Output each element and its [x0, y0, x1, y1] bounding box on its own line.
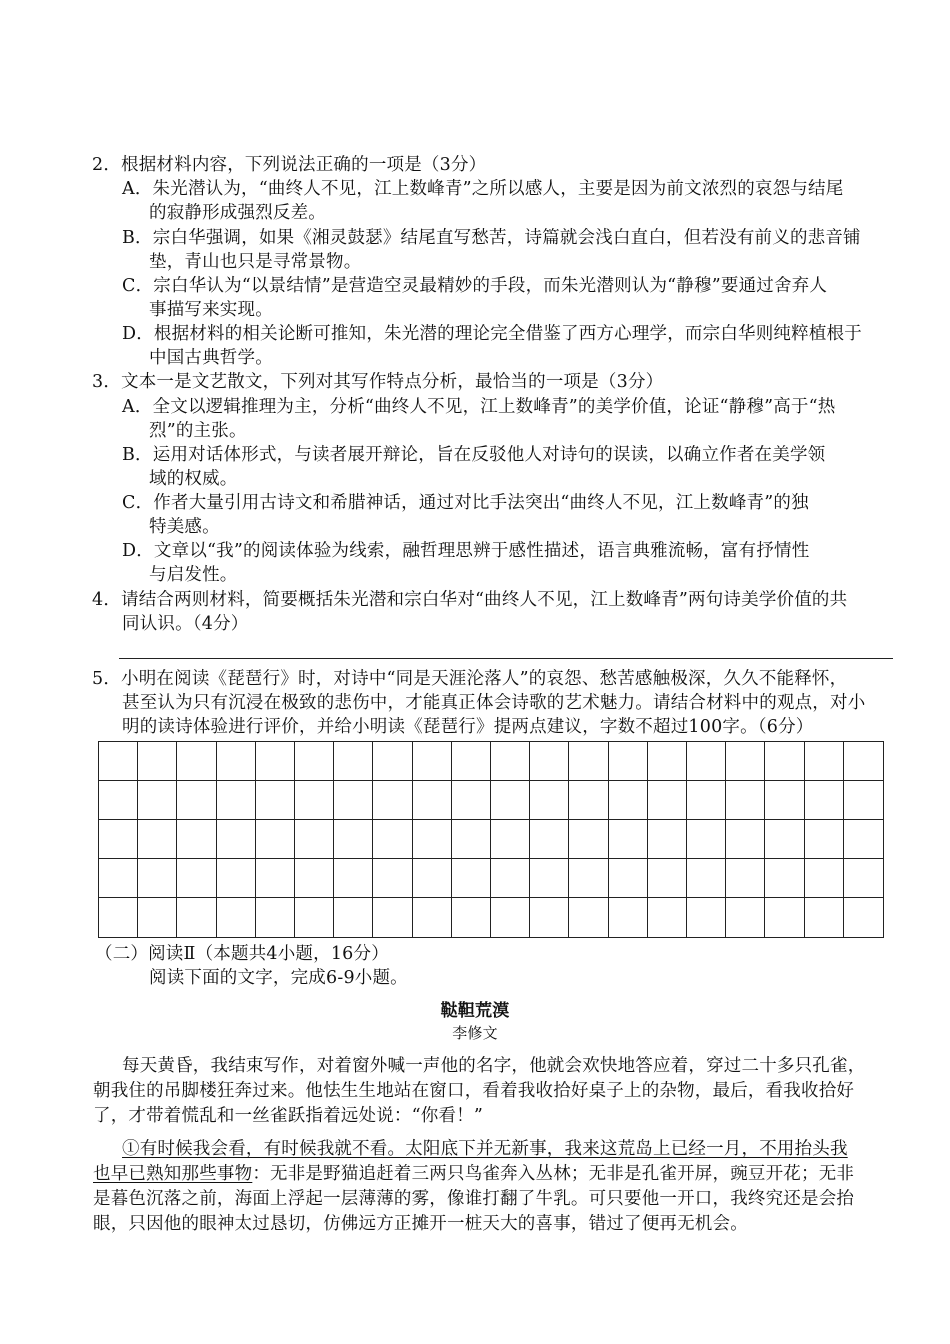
- paragraph-2-underlined: 也早已熟知那些事物: [93, 1164, 253, 1184]
- q2-option-c-cont: 事描写来实现。: [149, 300, 273, 320]
- answer-grid-cell[interactable]: [805, 898, 844, 937]
- answer-grid-cell[interactable]: [373, 742, 412, 781]
- answer-grid-cell[interactable]: [334, 781, 373, 820]
- answer-grid-cell[interactable]: [452, 820, 491, 859]
- answer-grid-cell[interactable]: [217, 898, 256, 937]
- q5-answer-grid[interactable]: [98, 741, 884, 938]
- answer-grid-cell[interactable]: [491, 742, 530, 781]
- answer-grid-cell[interactable]: [138, 859, 177, 898]
- answer-grid-cell[interactable]: [765, 898, 804, 937]
- answer-grid-cell[interactable]: [373, 820, 412, 859]
- q2-stem: 2．根据材料内容，下列说法正确的一项是（3分）: [92, 155, 487, 175]
- answer-grid-cell[interactable]: [530, 898, 569, 937]
- answer-grid-cell[interactable]: [569, 742, 608, 781]
- answer-grid-cell[interactable]: [530, 781, 569, 820]
- article-author: 李修文: [452, 1024, 498, 1042]
- answer-grid-cell[interactable]: [99, 898, 138, 937]
- q2-option-a-cont: 的寂静形成强烈反差。: [149, 203, 326, 223]
- q4-answer-line[interactable]: [119, 658, 893, 659]
- answer-grid-cell[interactable]: [687, 742, 726, 781]
- section-heading: （二）阅读Ⅱ（本题共4小题，16分）: [95, 944, 389, 964]
- q5-stem-cont-1: 甚至认为只有沉浸在极致的悲伤中，才能真正体会诗歌的艺术魅力。请结合材料中的观点，对小: [122, 693, 866, 713]
- answer-grid-cell[interactable]: [295, 742, 334, 781]
- answer-grid-cell[interactable]: [295, 898, 334, 937]
- answer-grid-cell[interactable]: [138, 820, 177, 859]
- article-title: 鞑靼荒漠: [440, 1001, 510, 1021]
- answer-grid-cell[interactable]: [413, 859, 452, 898]
- q3-stem: 3．文本一是文艺散文，下列对其写作特点分析，最恰当的一项是（3分）: [92, 372, 664, 392]
- paragraph-2-line-4: 眼，只因他的眼神太过恳切，仿佛远方正摊开一桩天大的喜事，错过了便再无机会。: [93, 1214, 748, 1234]
- q2-option-b: B．宗白华强调，如果《湘灵鼓瑟》结尾直写愁苦，诗篇就会浅白直白，但若没有前义的悲音铺: [122, 228, 861, 248]
- answer-grid-cell[interactable]: [726, 859, 765, 898]
- answer-grid-cell[interactable]: [452, 781, 491, 820]
- answer-grid-cell[interactable]: [177, 859, 216, 898]
- answer-grid-cell[interactable]: [805, 859, 844, 898]
- q3-option-a-cont: 烈”的主张。: [149, 421, 247, 441]
- answer-grid-cell[interactable]: [687, 859, 726, 898]
- answer-grid-cell[interactable]: [844, 820, 883, 859]
- answer-grid-cell[interactable]: [648, 898, 687, 937]
- answer-grid-cell[interactable]: [334, 742, 373, 781]
- answer-grid-cell[interactable]: [609, 898, 648, 937]
- answer-grid-cell[interactable]: [687, 898, 726, 937]
- answer-grid-cell[interactable]: [569, 781, 608, 820]
- paragraph-2-line-1: ①有时候我会看，有时候我就不看。太阳底下并无新事，我来这荒岛上已经一月，不用抬头我: [122, 1139, 848, 1159]
- answer-grid-cell[interactable]: [413, 898, 452, 937]
- paragraph-2-line-3: 是暮色沉落之前，海面上浮起一层薄薄的雾，像谁打翻了牛乳。可只要他一开口，我终究还是会抬: [93, 1189, 855, 1209]
- answer-grid-cell[interactable]: [217, 820, 256, 859]
- answer-grid-cell[interactable]: [177, 742, 216, 781]
- answer-grid-cell[interactable]: [844, 859, 883, 898]
- answer-grid-cell[interactable]: [177, 820, 216, 859]
- answer-grid-cell[interactable]: [452, 898, 491, 937]
- answer-grid-cell[interactable]: [256, 781, 295, 820]
- q3-option-c-cont: 特美感。: [149, 517, 220, 537]
- answer-grid-cell[interactable]: [256, 898, 295, 937]
- answer-grid-cell[interactable]: [334, 898, 373, 937]
- q2-option-b-cont: 垫，青山也只是寻常景物。: [149, 252, 362, 272]
- paragraph-1-line-3: 了，才带着慌乱和一丝雀跃指着远处说：“你看！”: [93, 1106, 483, 1126]
- answer-grid-cell[interactable]: [805, 742, 844, 781]
- answer-grid-cell[interactable]: [844, 781, 883, 820]
- answer-grid-cell[interactable]: [413, 781, 452, 820]
- answer-grid-cell[interactable]: [491, 781, 530, 820]
- answer-grid-cell[interactable]: [530, 742, 569, 781]
- answer-grid-cell[interactable]: [177, 898, 216, 937]
- answer-grid-cell[interactable]: [373, 898, 412, 937]
- answer-grid-cell[interactable]: [726, 820, 765, 859]
- answer-grid-cell[interactable]: [452, 859, 491, 898]
- q3-option-d: D．文章以“我”的阅读体验为线索，融哲理思辨于感性描述，语言典雅流畅，富有抒情性: [122, 541, 810, 561]
- q4-stem: 4．请结合两则材料，简要概括朱光潜和宗白华对“曲终人不见，江上数峰青”两句诗美学价值的共: [92, 590, 848, 610]
- paragraph-1-line-1: 每天黄昏，我结束写作，对着窗外喊一声他的名字，他就会欢快地答应着，穿过二十多只孔雀，: [122, 1056, 866, 1076]
- answer-grid-cell[interactable]: [609, 820, 648, 859]
- paragraph-2-line-2: [93, 1162, 854, 1186]
- q3-option-c: C．作者大量引用古诗文和希腊神话，通过对比手法突出“曲终人不见，江上数峰青”的独: [122, 493, 809, 513]
- answer-grid-cell[interactable]: [256, 859, 295, 898]
- answer-grid-cell[interactable]: [569, 820, 608, 859]
- paragraph-1-line-2: 朝我住的吊脚楼狂奔过来。他怯生生地站在窗口，看着我收拾好桌子上的杂物，最后，看我收拾好: [93, 1081, 855, 1101]
- answer-grid-cell[interactable]: [530, 820, 569, 859]
- answer-grid-cell[interactable]: [609, 859, 648, 898]
- answer-grid-cell[interactable]: [99, 781, 138, 820]
- answer-grid-cell[interactable]: [609, 742, 648, 781]
- answer-grid-cell[interactable]: [648, 820, 687, 859]
- section-instruction: 阅读下面的文字，完成6-9小题。: [149, 968, 408, 988]
- answer-grid-cell[interactable]: [569, 859, 608, 898]
- answer-grid-cell[interactable]: [138, 898, 177, 937]
- answer-grid-cell[interactable]: [373, 781, 412, 820]
- q2-option-c: C．宗白华认为“以景结情”是营造空灵最精妙的手段，而朱光潜则认为“静穆”要通过舍弃人: [122, 276, 828, 296]
- answer-grid-cell[interactable]: [726, 781, 765, 820]
- answer-grid-cell[interactable]: [648, 742, 687, 781]
- answer-grid-cell[interactable]: [726, 898, 765, 937]
- answer-grid-cell[interactable]: [373, 859, 412, 898]
- answer-grid-cell[interactable]: [256, 742, 295, 781]
- answer-grid-cell[interactable]: [569, 898, 608, 937]
- answer-grid-cell[interactable]: [217, 742, 256, 781]
- answer-grid-cell[interactable]: [844, 898, 883, 937]
- answer-grid-cell[interactable]: [138, 781, 177, 820]
- q4-stem-cont: 同认识。（4分）: [122, 614, 249, 634]
- answer-grid-cell[interactable]: [217, 859, 256, 898]
- answer-grid-cell[interactable]: [765, 820, 804, 859]
- answer-grid-cell[interactable]: [99, 820, 138, 859]
- answer-grid-cell[interactable]: [687, 781, 726, 820]
- answer-grid-cell[interactable]: [844, 742, 883, 781]
- answer-grid-cell[interactable]: [648, 859, 687, 898]
- q3-option-b: B．运用对话体形式，与读者展开辩论，旨在反驳他人对诗句的误读，以确立作者在美学领: [122, 445, 826, 465]
- q2-option-d: D．根据材料的相关论断可推知，朱光潜的理论完全借鉴了西方心理学，而宗白华则纯粹植根于: [122, 324, 862, 344]
- answer-grid-cell[interactable]: [805, 820, 844, 859]
- answer-grid-cell[interactable]: [99, 742, 138, 781]
- paragraph-2-line-2-rest: ：无非是野猫追赶着三两只鸟雀奔入丛林；无非是孔雀开屏，豌豆开花；无非: [252, 1164, 855, 1184]
- answer-grid-cell[interactable]: [334, 859, 373, 898]
- answer-grid-cell[interactable]: [177, 781, 216, 820]
- q5-stem: 5．小明在阅读《琵琶行》时，对诗中“同是天涯沦落人”的哀怨、愁苦感触极深，久久不能释怀，: [92, 669, 848, 689]
- answer-grid-cell[interactable]: [256, 820, 295, 859]
- answer-grid-cell[interactable]: [687, 820, 726, 859]
- answer-grid-cell[interactable]: [452, 742, 491, 781]
- answer-grid-cell[interactable]: [413, 742, 452, 781]
- q5-stem-cont-2: 明的读诗体验进行评价，并给小明读《琵琶行》提两点建议，字数不超过100字。（6分）: [122, 717, 814, 737]
- answer-grid-cell[interactable]: [530, 859, 569, 898]
- answer-grid-cell[interactable]: [413, 820, 452, 859]
- answer-grid-cell[interactable]: [295, 820, 334, 859]
- answer-grid-cell[interactable]: [138, 742, 177, 781]
- q3-option-a: A．全文以逻辑推理为主，分析“曲终人不见，江上数峰青”的美学价值，论证“静穆”高于“热: [122, 397, 836, 417]
- answer-grid-cell[interactable]: [295, 859, 334, 898]
- answer-grid-cell[interactable]: [765, 859, 804, 898]
- answer-grid-cell[interactable]: [491, 859, 530, 898]
- answer-grid-cell[interactable]: [805, 781, 844, 820]
- q3-option-b-cont: 域的权威。: [149, 469, 238, 489]
- answer-grid-cell[interactable]: [217, 781, 256, 820]
- answer-grid-cell[interactable]: [765, 742, 804, 781]
- answer-grid-cell[interactable]: [726, 742, 765, 781]
- answer-grid-cell[interactable]: [491, 898, 530, 937]
- answer-grid-cell[interactable]: [609, 781, 648, 820]
- answer-grid-cell[interactable]: [491, 820, 530, 859]
- answer-grid-cell[interactable]: [295, 781, 334, 820]
- answer-grid-cell[interactable]: [99, 859, 138, 898]
- q3-option-d-cont: 与启发性。: [149, 565, 238, 585]
- answer-grid-cell[interactable]: [648, 781, 687, 820]
- q2-option-a: A．朱光潜认为，“曲终人不见，江上数峰青”之所以感人，主要是因为前文浓烈的哀怨与结尾: [122, 179, 844, 199]
- q2-option-d-cont: 中国古典哲学。: [149, 348, 273, 368]
- answer-grid-cell[interactable]: [765, 781, 804, 820]
- answer-grid-cell[interactable]: [334, 820, 373, 859]
